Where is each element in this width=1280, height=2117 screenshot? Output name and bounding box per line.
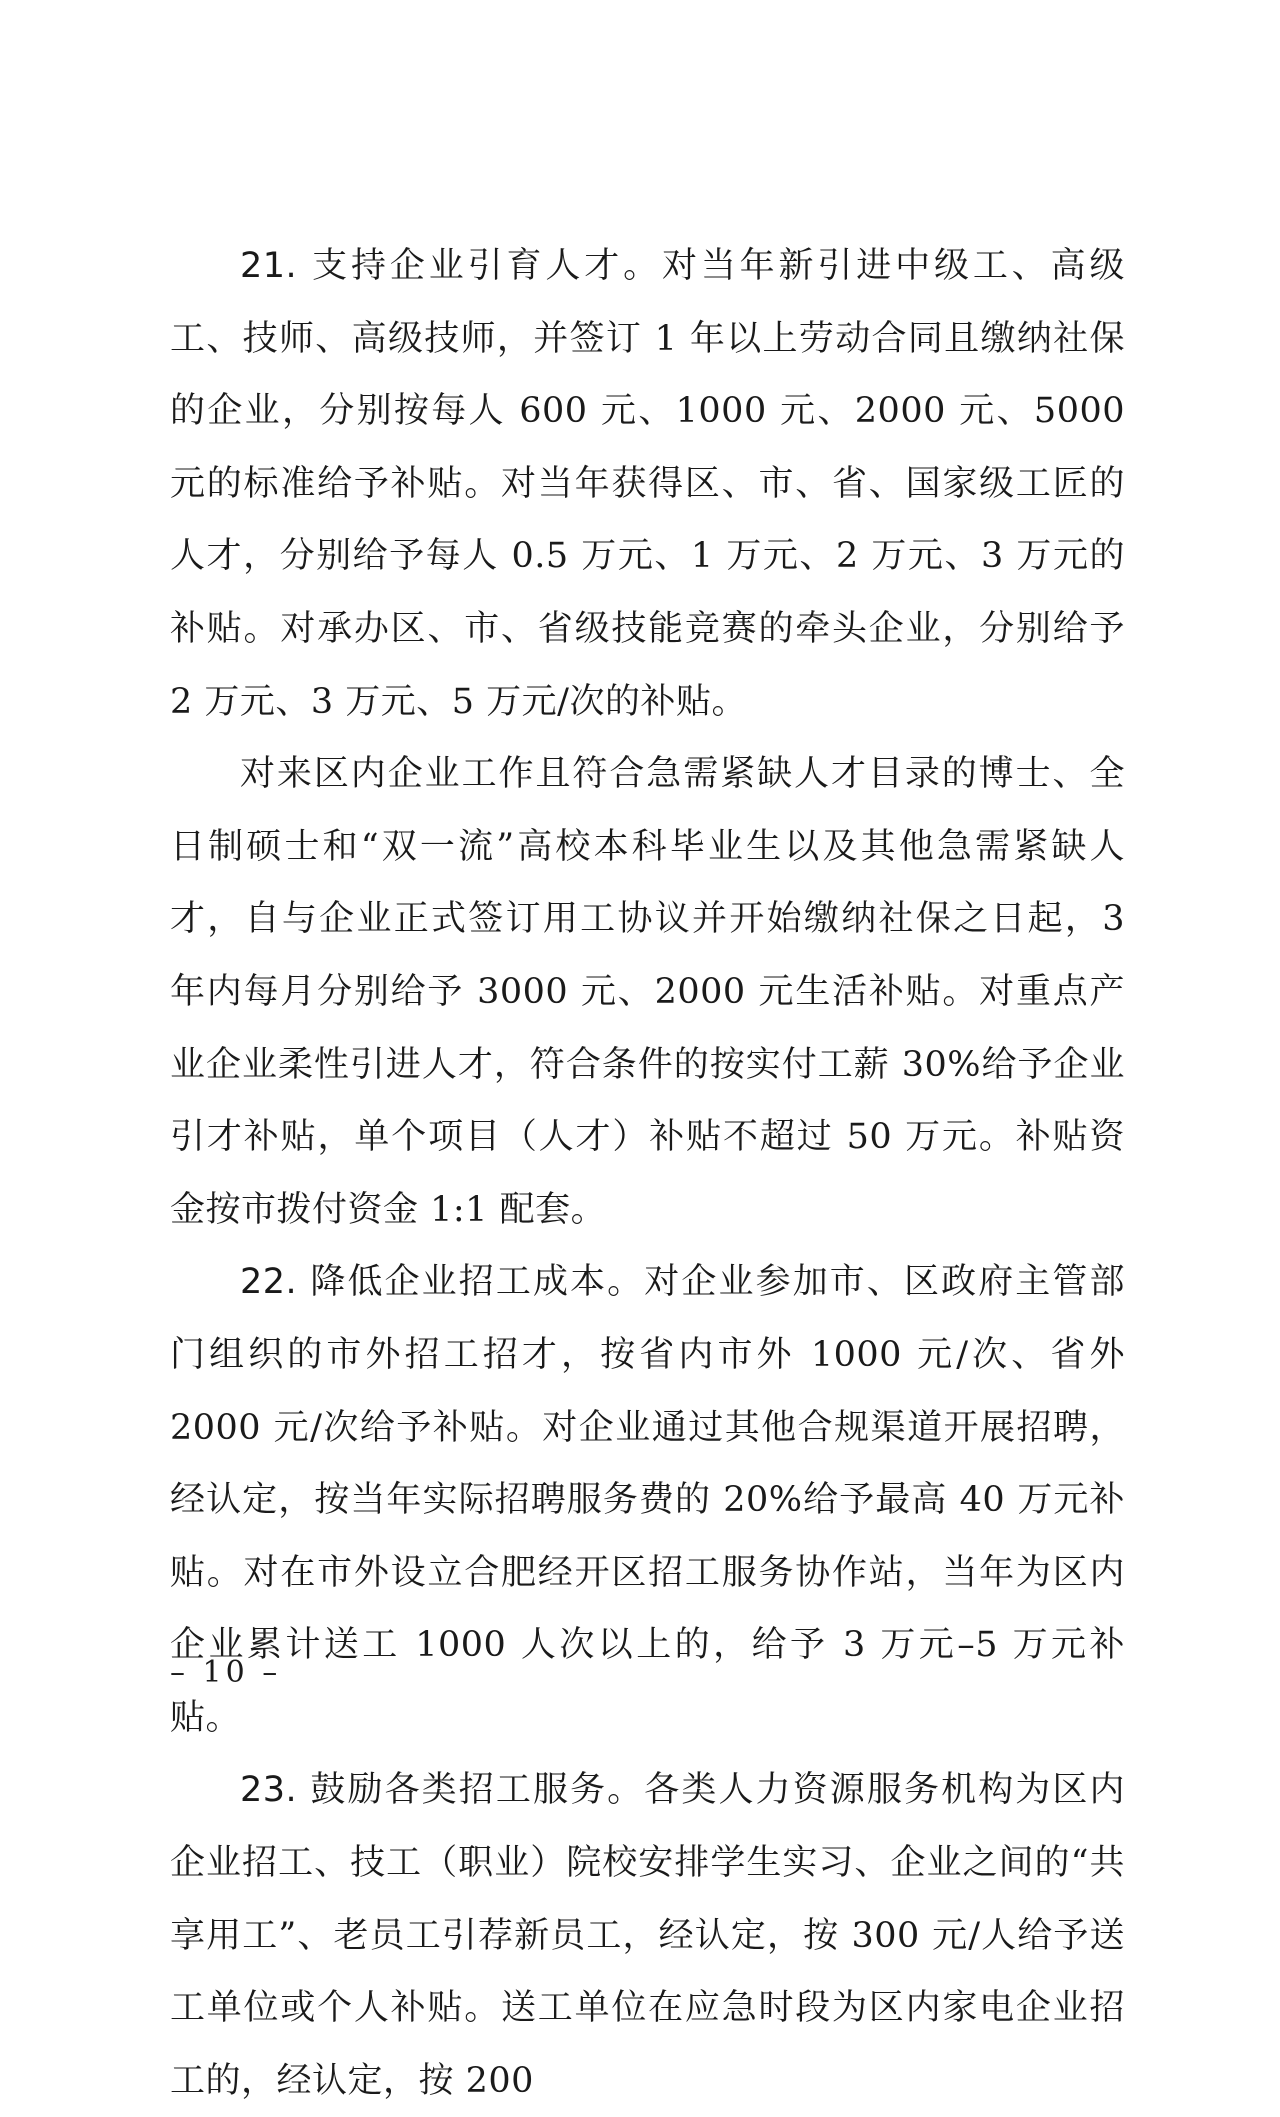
paragraph-21 <box>170 230 1125 738</box>
paragraph-22-body: 对企业参加市、区政府主管部门组织的市外招工招才，按省内市外 1000 元/次、省外 2000 元/次给予补贴。对企业通过其他合规渠道开展招聘，经认定，按当年实际招聘服务费的 20%给予最高 40 万元补贴。对在市外设立合肥经开区招工服务协作站，当年为区内企业累计送工 1000 人次以上的，给予 3 万元–5 万元补贴。 <box>170 1262 1125 1738</box>
page-number: – 10 – <box>170 1655 282 1690</box>
heading-23: 23. 鼓励各类招工服务。 <box>240 1770 645 1811</box>
paragraph-21-body: 对当年新引进中级工、高级工、技师、高级技师，并签订 1 年以上劳动合同且缴纳社保的企业，分别按每人 600 元、1000 元、2000 元、5000 元的标准给予补贴。对当年获得区、市、省、国家级工匠的人才，分别给予每人 0.5 万元、1 万元、2 万元、3 万元的补贴。对承办区、市、省级技能竞赛的牵头企业，分别给予 2 万元、3 万元、5 万元/次的补贴。 <box>170 246 1125 722</box>
paragraph-21-cont-body: 对来区内企业工作且符合急需紧缺人才目录的博士、全日制硕士和“双一流”高校本科毕业生以及其他急需紧缺人才，自与企业正式签订用工协议并开始缴纳社保之日起，3 年内每月分别给予 3000 元、2000 元生活补贴。对重点产业企业柔性引进人才，符合条件的按实付工薪 30%给予企业引才补贴，单个项目（人才）补贴不超过 50 万元。补贴资金按市拨付资金 1:1 配套。 <box>170 754 1125 1230</box>
paragraph-23-body: 各类人力资源服务机构为区内企业招工、技工（职业）院校安排学生实习、企业之间的“共享用工”、老员工引荐新员工，经认定，按 300 元/人给予送工单位或个人补贴。送工单位在应急时段为区内家电企业招工的，经认定，按 200 <box>170 1770 1125 2101</box>
document-body <box>170 230 1125 2117</box>
paragraph-23 <box>170 1754 1125 2117</box>
paragraph-21-cont <box>170 738 1125 1246</box>
heading-22: 22. 降低企业招工成本。 <box>240 1262 645 1303</box>
paragraph-22 <box>170 1246 1125 1754</box>
heading-21: 21. 支持企业引育人才。 <box>240 246 662 286</box>
